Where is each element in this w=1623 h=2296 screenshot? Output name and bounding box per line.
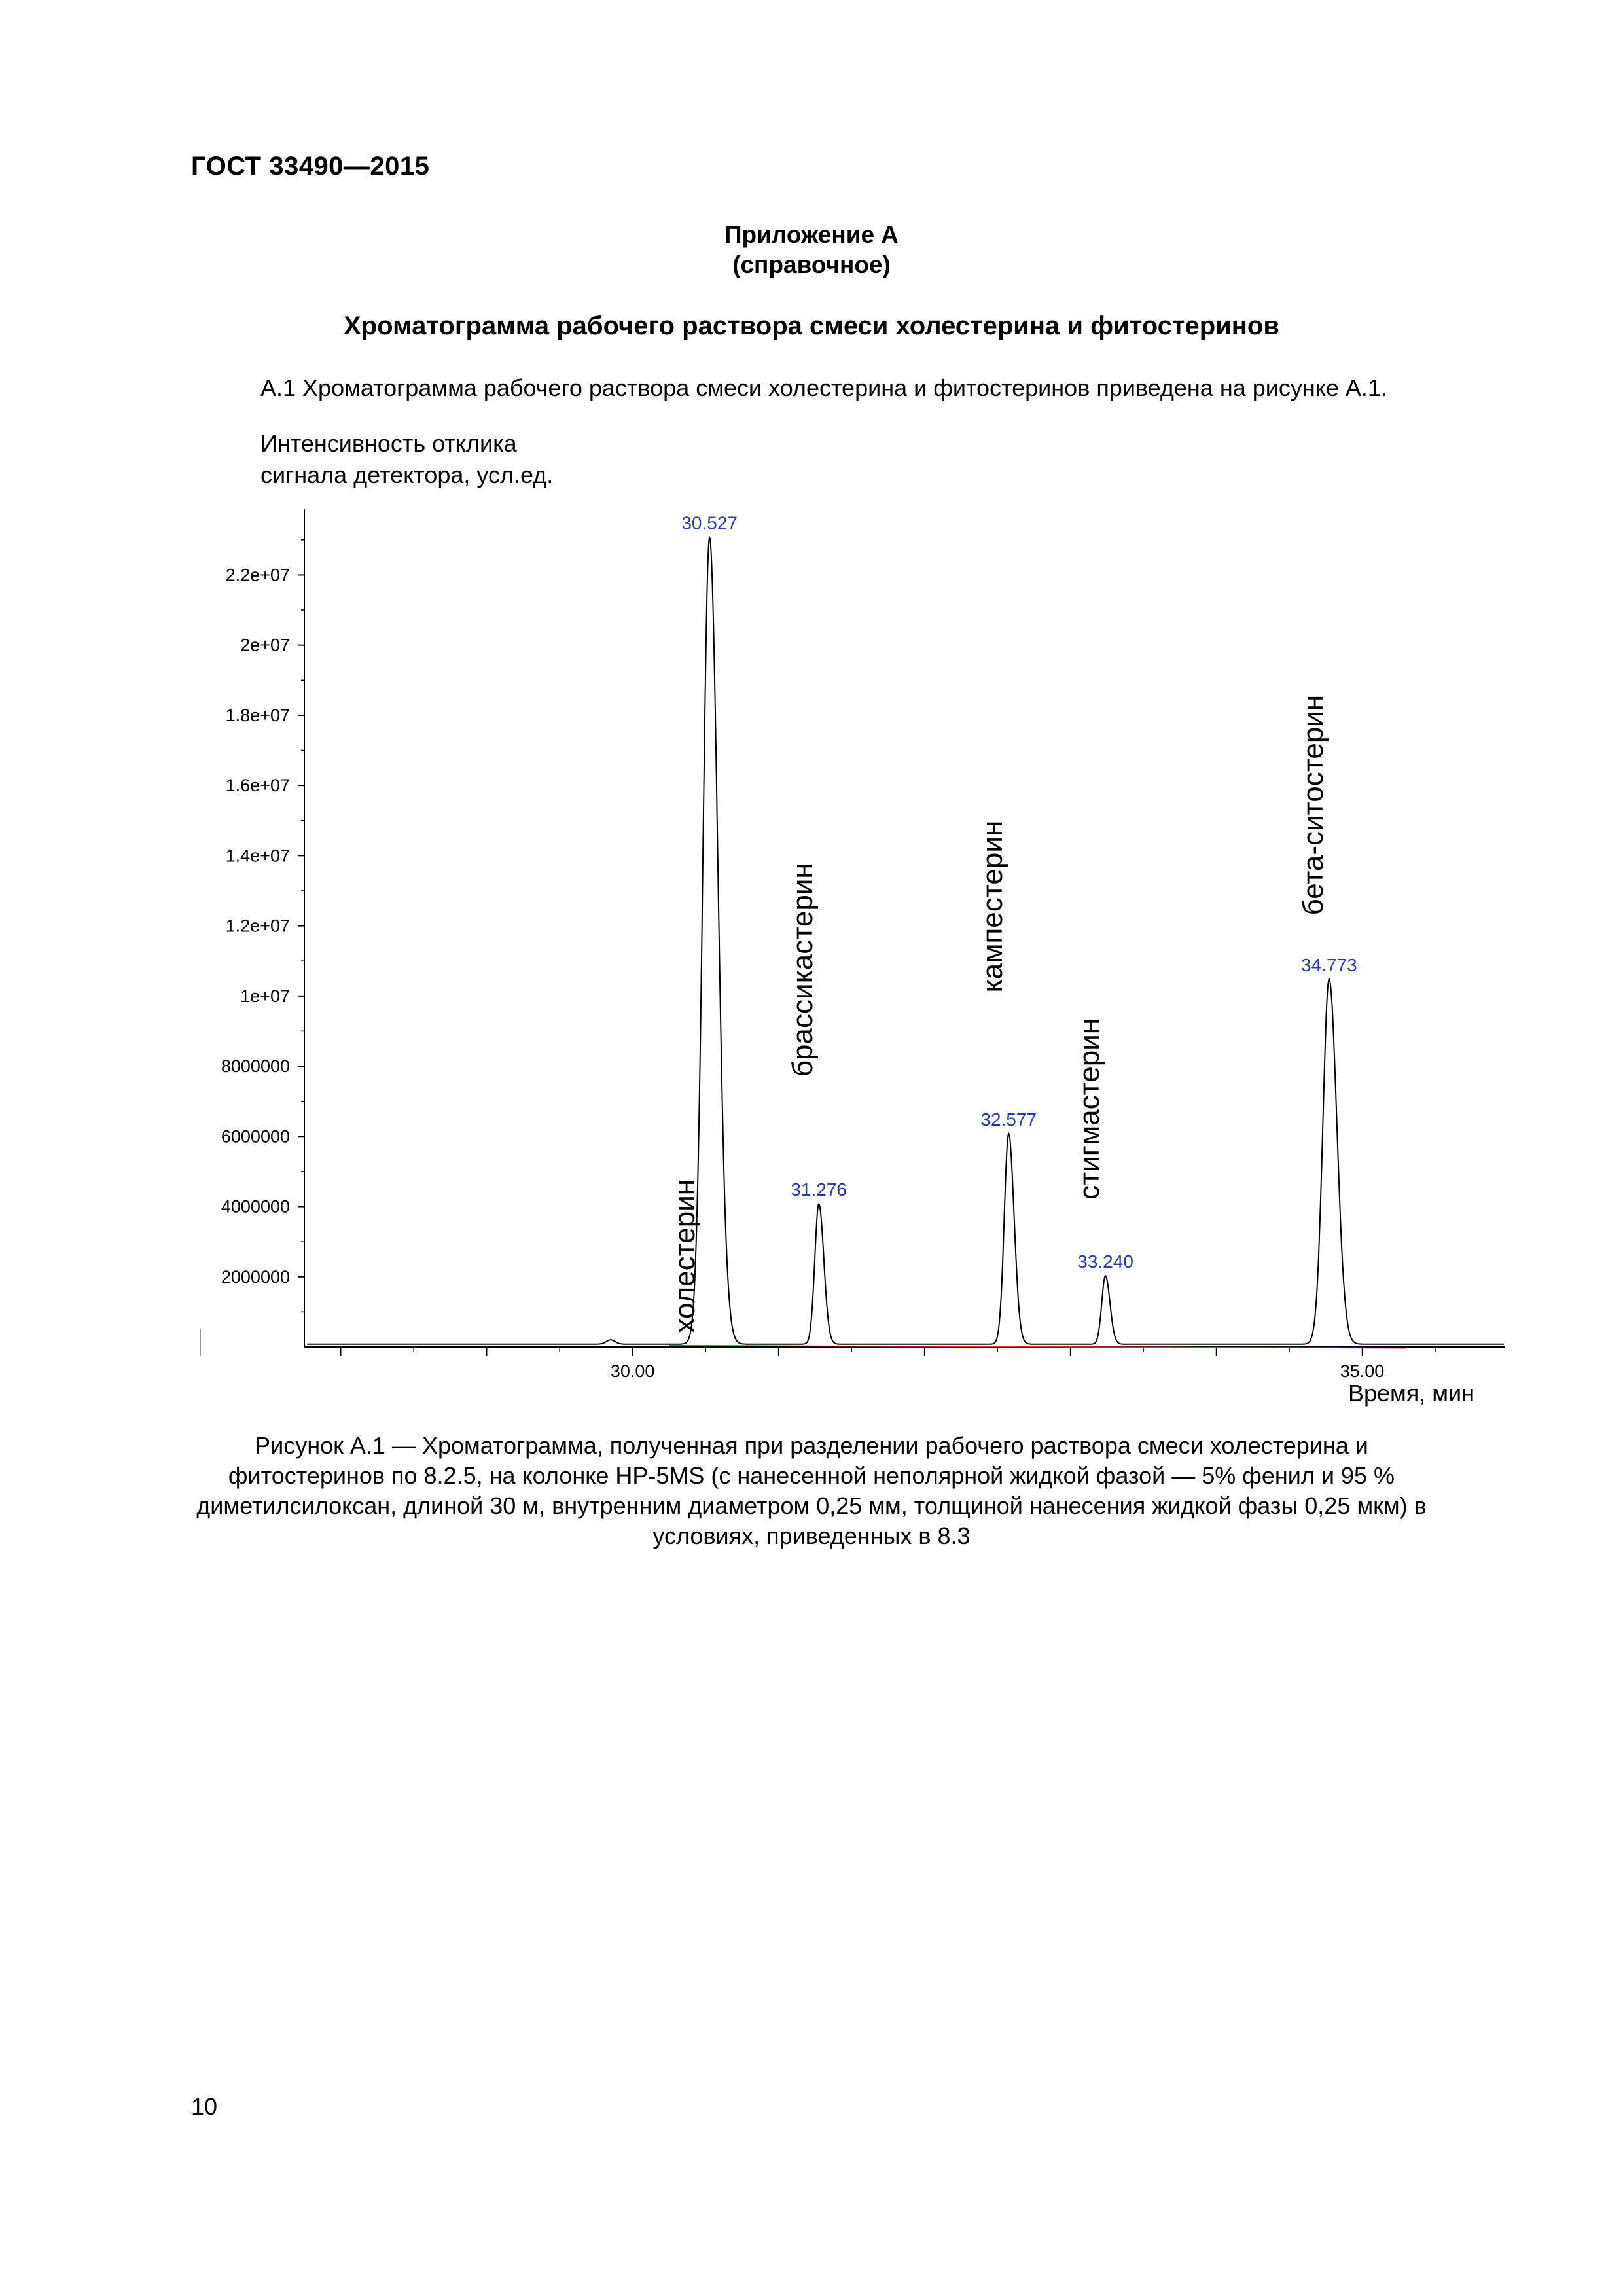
figure-caption xyxy=(196,1431,1427,1551)
peak-compound-label: холестерин xyxy=(669,1179,702,1333)
peak-rt-label: 33.240 xyxy=(1077,1251,1133,1272)
annex-heading: Хроматограмма рабочего раствора смеси холестерина и фитостеринов xyxy=(344,312,1279,340)
caption-line-2: фитостеринов по 8.2.5, на колонке HP-5MS (с нанесенной неполярной жидкой фазой — 5% фенил и 95 % xyxy=(228,1462,1395,1489)
caption-line-1: Рисунок А.1 — Хроматограмма, полученная при разделении рабочего раствора смеси холестерина и xyxy=(255,1432,1368,1459)
y-tick-label: 1.6e+07 xyxy=(225,776,290,796)
y-tick-label: 2.2e+07 xyxy=(225,565,290,585)
x-tick-label: 30.00 xyxy=(610,1361,655,1381)
x-axis-label: Время, мин xyxy=(1348,1380,1475,1407)
y-tick-label: 1.8e+07 xyxy=(225,705,290,725)
chromatogram-trace xyxy=(308,537,1504,1344)
peak-rt-label: 31.276 xyxy=(791,1179,847,1200)
chromatogram-chart xyxy=(183,497,1518,1407)
caption-line-3: диметилсилоксан, длиной 30 м, внутренним диаметром 0,25 мм, толщиной нанесения жидкой фазы 0,25 мкм) в xyxy=(196,1492,1427,1519)
y-axis-label-line1: Интенсивность отклика xyxy=(260,430,517,457)
y-tick-label: 6000000 xyxy=(221,1126,290,1147)
peak-compound-label: бета-ситостерин xyxy=(1296,694,1329,916)
annex-subtitle: (справочное) xyxy=(732,251,891,278)
y-tick-label: 4000000 xyxy=(221,1196,290,1217)
y-tick-label: 1.2e+07 xyxy=(225,916,290,936)
peak-compound-label: брассикастерин xyxy=(787,863,819,1077)
y-tick-label: 1e+07 xyxy=(240,986,290,1006)
peak-compound-label: стигмастерин xyxy=(1073,1018,1106,1200)
x-tick-label: 35.00 xyxy=(1340,1361,1385,1381)
peak-rt-label: 30.527 xyxy=(681,512,738,533)
y-tick-label: 1.4e+07 xyxy=(225,846,290,866)
y-axis-label-line2: сигнала детектора, усл.ед. xyxy=(260,461,554,488)
peak-rt-label: 32.577 xyxy=(980,1109,1037,1130)
y-axis-label xyxy=(260,428,553,491)
intro-paragraph: А.1 Хроматограмма рабочего раствора смеси холестерина и фитостеринов приведена на рисунке А.1. xyxy=(260,374,1387,401)
peak-compound-label: кампестерин xyxy=(976,820,1009,993)
y-tick-label: 2000000 xyxy=(221,1266,290,1287)
chromatogram-svg xyxy=(183,497,1518,1407)
annex-title: Приложение А xyxy=(724,221,899,248)
page-number: 10 xyxy=(191,2093,218,2120)
peak-rt-label: 34.773 xyxy=(1301,955,1357,976)
y-tick-label: 8000000 xyxy=(221,1056,290,1077)
document-id: ГОСТ 33490—2015 xyxy=(191,152,430,181)
caption-line-4: условиях, приведенных в 8.3 xyxy=(652,1522,971,1549)
y-tick-label: 2e+07 xyxy=(240,635,290,655)
